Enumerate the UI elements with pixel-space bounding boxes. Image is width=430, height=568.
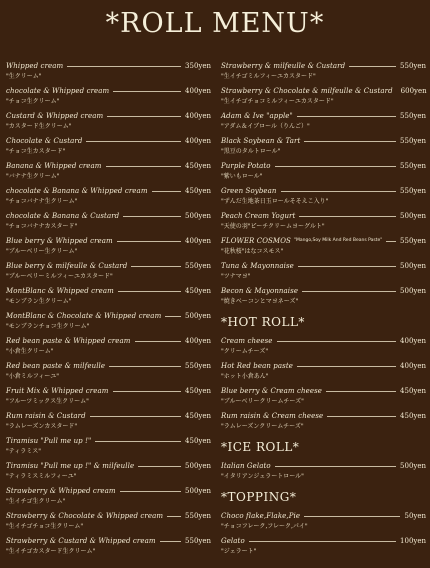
item-price: 550yen — [185, 362, 211, 370]
leader-line — [302, 291, 396, 292]
hot-roll-heading: *HOT ROLL* — [221, 315, 305, 329]
menu-item — [6, 185, 211, 210]
item-price: 400yen — [185, 112, 211, 120]
menu-item — [221, 160, 426, 185]
menu-item — [221, 110, 426, 135]
item-price: 400yen — [185, 87, 211, 95]
item-price: 400yen — [400, 362, 426, 370]
menu-item — [221, 260, 426, 285]
menu-item-row — [6, 260, 211, 272]
item-name: Becon & Mayonnaise — [221, 287, 299, 295]
menu-item — [221, 510, 426, 535]
item-japanese-name: "バナナ生クリーム" — [6, 173, 60, 180]
leader-line — [113, 391, 182, 392]
menu-item-row — [221, 185, 426, 197]
menu-item — [221, 535, 426, 560]
leader-line — [165, 316, 181, 317]
item-price: 450yen — [400, 412, 426, 420]
item-japanese-name: "アダム＆イブロール（りんご）" — [221, 123, 310, 130]
menu-item-row — [6, 310, 211, 322]
item-name: Tiramisu "Pull me up !" — [6, 437, 92, 445]
item-price: 50yen — [404, 512, 426, 520]
menu-item-row — [6, 535, 211, 547]
item-japanese-name: "ブルーベリー生クリーム" — [6, 248, 78, 255]
item-name: Tiramisu "Pull me up !" & milfeulle — [6, 462, 135, 470]
item-japanese-name: "焼きベーコンとマヨネーズ" — [221, 298, 299, 305]
item-name: Banana & Whipped cream — [6, 162, 102, 170]
item-japanese-name: "ラムレーズンクリームチーズ" — [221, 423, 304, 430]
item-price: 450yen — [185, 387, 211, 395]
menu-item — [6, 160, 211, 185]
leader-line — [152, 191, 181, 192]
menu-title: *ROLL MENU* — [105, 8, 325, 39]
item-name: Fruit Mix & Whipped cream — [6, 387, 109, 395]
menu-item-row — [221, 60, 426, 72]
menu-item-row — [221, 360, 426, 372]
leader-line — [138, 466, 181, 467]
menu-item-row — [6, 85, 211, 97]
menu-item — [6, 485, 211, 510]
menu-item — [6, 110, 211, 135]
item-japanese-name: "フルーツミックス生クリーム" — [6, 398, 89, 405]
menu-item — [6, 510, 211, 535]
menu-item — [221, 335, 426, 360]
item-price: 500yen — [185, 212, 211, 220]
item-price: 500yen — [400, 262, 426, 270]
item-japanese-name: "モンブラン生クリーム" — [6, 298, 72, 305]
menu-item — [6, 285, 211, 310]
item-price: 550yen — [400, 237, 426, 245]
item-price: 350yen — [185, 62, 211, 70]
item-name: MontBlanc & Chocolate & Whipped cream — [6, 312, 162, 320]
menu-item-row — [6, 185, 211, 197]
menu-item-row — [6, 435, 211, 447]
menu-item — [221, 460, 426, 485]
item-price: 500yen — [400, 287, 426, 295]
menu-item — [6, 260, 211, 285]
leader-line — [299, 216, 396, 217]
menu-item — [6, 535, 211, 560]
item-price: 450yen — [185, 187, 211, 195]
item-price: 550yen — [400, 187, 426, 195]
item-name: Green Soybean — [221, 187, 277, 195]
menu-item-row — [221, 410, 426, 422]
item-price: 450yen — [185, 412, 211, 420]
menu-item — [6, 85, 211, 110]
menu-item-row — [6, 285, 211, 297]
item-name: Italian Gelato — [221, 462, 271, 470]
leader-line — [135, 341, 182, 342]
item-japanese-name: "ホット小倉あん" — [221, 373, 269, 380]
menu-item-row — [221, 110, 426, 122]
menu-item-row — [6, 110, 211, 122]
menu-item-row — [221, 335, 426, 347]
leader-line — [326, 391, 396, 392]
menu-item-row — [6, 335, 211, 347]
item-price: 600yen — [400, 87, 427, 95]
leader-line — [386, 241, 396, 242]
item-japanese-name: "ブルーベリーミルフィーユカスタード" — [6, 273, 113, 280]
item-japanese-name: "チョコフレーク,フレーク,パイ" — [221, 523, 308, 530]
item-price: 400yen — [185, 137, 211, 145]
leader-line — [349, 66, 396, 67]
item-price: 450yen — [400, 387, 426, 395]
item-price: 400yen — [400, 337, 426, 345]
menu-item-row — [6, 135, 211, 147]
item-price: 550yen — [400, 112, 426, 120]
item-name: Tuna & Mayonnaise — [221, 262, 294, 270]
leader-line — [90, 416, 181, 417]
item-price: 450yen — [185, 437, 211, 445]
leader-line — [327, 416, 396, 417]
menu-item-row — [6, 60, 211, 72]
topping-heading: *TOPPING* — [221, 490, 297, 504]
menu-item-row — [6, 360, 211, 372]
leader-line — [113, 91, 181, 92]
right-column — [221, 60, 426, 560]
menu-item — [6, 235, 211, 260]
leader-line — [95, 441, 181, 442]
menu-item — [221, 60, 426, 85]
item-name: Blue berry & Whipped cream — [6, 237, 113, 245]
item-price: 500yen — [400, 212, 426, 220]
item-name: Gelato — [221, 537, 245, 545]
item-name: Whipped cream — [6, 62, 64, 70]
menu-item — [221, 235, 426, 260]
leader-line — [120, 491, 181, 492]
menu-item-row — [221, 460, 426, 472]
left-column — [6, 60, 211, 560]
item-name: chocolate & Banana & Whipped cream — [6, 187, 148, 195]
item-japanese-name: "小倉生クリーム" — [6, 348, 54, 355]
menu-item — [221, 135, 426, 160]
menu-item — [6, 360, 211, 385]
leader-line — [107, 116, 181, 117]
item-name: FLOWER COSMOS — [221, 237, 291, 245]
item-japanese-name: "生イチゴカスタード生クリーム" — [6, 548, 96, 555]
item-japanese-name: "クリームチーズ" — [221, 348, 269, 355]
item-name: Rum raisin & Custard — [6, 412, 86, 420]
leader-line — [106, 166, 181, 167]
menu-item-row — [6, 510, 211, 522]
item-name: Strawberry & Custard & Whipped cream — [6, 537, 156, 545]
leader-line — [118, 291, 181, 292]
menu-item — [6, 410, 211, 435]
item-price: 400yen — [185, 337, 211, 345]
ice-roll-heading: *ICE ROLL* — [221, 440, 300, 454]
item-name: Blue berry & milfeulle & Custard — [6, 262, 128, 270]
menu-item — [6, 135, 211, 160]
menu-item — [221, 185, 426, 210]
item-japanese-name: "ティラミスミルフィーユ" — [6, 473, 77, 480]
item-japanese-name: "チョコ生カスタード" — [6, 148, 66, 155]
leader-line — [304, 516, 400, 517]
item-name: Strawberry & Chocolate & Whipped cream — [6, 512, 164, 520]
item-price: 550yen — [400, 137, 426, 145]
leader-line — [160, 541, 181, 542]
item-price: 500yen — [185, 312, 211, 320]
item-name: chocolate & Whipped cream — [6, 87, 110, 95]
menu-item-row — [6, 460, 211, 472]
item-name: Strawberry & Chocolate & milfeulle & Custard — [221, 87, 393, 95]
menu-item — [6, 460, 211, 485]
item-name: Red bean paste & Whipped cream — [6, 337, 131, 345]
item-japanese-name: "ツナマヨ" — [221, 273, 251, 280]
menu-item-row — [221, 285, 426, 297]
leader-line — [298, 266, 396, 267]
item-japanese-name: "生イチゴチョコ生クリーム" — [6, 523, 84, 530]
item-price: 500yen — [185, 462, 211, 470]
menu-item-row — [221, 85, 426, 97]
item-name: Red bean paste & milfeulle — [6, 362, 106, 370]
leader-line — [123, 216, 181, 217]
menu-item — [221, 210, 426, 235]
leader-line — [277, 341, 397, 342]
leader-line — [275, 166, 396, 167]
leader-line — [297, 366, 396, 367]
leader-line — [109, 366, 181, 367]
item-japanese-name: "ラムレーズンカスタード" — [6, 423, 78, 430]
item-price: 500yen — [400, 462, 426, 470]
menu-item — [6, 335, 211, 360]
item-japanese-name: "生イチゴ生クリーム" — [6, 498, 66, 505]
leader-line — [167, 516, 181, 517]
item-japanese-name: "モンブランチョコ生クリーム" — [6, 323, 90, 330]
item-price: 550yen — [400, 162, 426, 170]
item-japanese-name: "花秋桜"はなコスモス" — [221, 248, 284, 255]
item-price: 550yen — [185, 262, 211, 270]
item-japanese-name: "ジェラート" — [221, 548, 257, 555]
item-japanese-name: "ティラミス" — [6, 448, 42, 455]
menu-item — [6, 210, 211, 235]
menu-item-row — [221, 210, 426, 222]
item-name: Adam & Ive "apple" — [221, 112, 293, 120]
menu-item-row — [6, 235, 211, 247]
item-name: Blue berry & Cream cheese — [221, 387, 323, 395]
item-name: Rum raisin & Cream cheese — [221, 412, 324, 420]
item-name: Peach Cream Yogurt — [221, 212, 296, 220]
menu-item-row — [221, 235, 426, 247]
menu-item-row — [221, 160, 426, 172]
leader-line — [281, 191, 397, 192]
leader-line — [86, 141, 181, 142]
leader-line — [117, 241, 181, 242]
item-japanese-name: "生イチゴミルフィーユカスタード" — [221, 73, 316, 80]
item-japanese-name: "チョコバナナカスタード" — [6, 223, 78, 230]
item-japanese-name: "紫いもロール" — [221, 173, 263, 180]
menu-item — [221, 410, 426, 435]
item-price: 550yen — [400, 62, 426, 70]
item-japanese-name: "チョコ生クリーム" — [6, 98, 60, 105]
item-japanese-name: "生クリーム" — [6, 73, 42, 80]
item-price: 400yen — [185, 237, 211, 245]
item-name: Purple Potato — [221, 162, 271, 170]
menu-item — [6, 60, 211, 85]
menu-item-row — [221, 260, 426, 272]
menu-item-row — [221, 385, 426, 397]
menu-item — [221, 360, 426, 385]
leader-line — [304, 141, 396, 142]
menu-item — [6, 385, 211, 410]
menu-item — [221, 385, 426, 410]
item-name: MontBlanc & Whipped cream — [6, 287, 114, 295]
item-price: 100yen — [400, 537, 426, 545]
item-japanese-name: "天使の羽"ピーチクリームヨーグルト" — [221, 223, 325, 230]
item-name: Choco flake,Flake,Pie — [221, 512, 301, 520]
menu-item-row — [6, 485, 211, 497]
item-japanese-name: "ブルーベリークリームチーズ" — [221, 398, 304, 405]
leader-line — [275, 466, 396, 467]
menu-item-row — [221, 535, 426, 547]
menu-item-row — [6, 385, 211, 397]
item-name: Strawberry & milfeulle & Custard — [221, 62, 346, 70]
menu-item-row — [6, 410, 211, 422]
item-price: 450yen — [185, 287, 211, 295]
menu-item-row — [221, 135, 426, 147]
menu-item — [6, 435, 211, 460]
item-japanese-name: "カスタード生クリーム" — [6, 123, 72, 130]
leader-line — [131, 266, 181, 267]
item-price: 550yen — [185, 512, 211, 520]
item-name: Custard & Whipped cream — [6, 112, 104, 120]
item-price: 550yen — [185, 537, 211, 545]
item-note: "Mango,Soy Milk And Red Beans Paste" — [293, 238, 383, 243]
item-price: 450yen — [185, 162, 211, 170]
menu-item-row — [6, 210, 211, 222]
item-name: Black Soybean & Tart — [221, 137, 301, 145]
menu-item-row — [6, 160, 211, 172]
menu-item — [221, 285, 426, 310]
item-japanese-name: "チョコバナナ生クリーム" — [6, 198, 78, 205]
item-name: Strawberry & Whipped cream — [6, 487, 116, 495]
item-name: Chocolate & Custard — [6, 137, 83, 145]
item-japanese-name: "小倉ミルフィーユ" — [6, 373, 60, 380]
item-japanese-name: "黒豆のタルトロール" — [221, 148, 281, 155]
item-name: Hot Red bean paste — [221, 362, 294, 370]
item-japanese-name: "ずんだ生地茶日玉ロールそそえこ入り" — [221, 198, 329, 205]
item-price: 500yen — [185, 487, 211, 495]
leader-line — [249, 541, 396, 542]
item-japanese-name: "生イチゴチョコミルフィーユカスタード" — [221, 98, 334, 105]
menu-item-row — [221, 510, 426, 522]
item-japanese-name: "イタリアンジェラートロール" — [221, 473, 304, 480]
menu-item — [221, 85, 426, 110]
leader-line — [297, 116, 396, 117]
item-name: Cream cheese — [221, 337, 273, 345]
item-name: chocolate & Banana & Custard — [6, 212, 120, 220]
menu-item — [6, 310, 211, 335]
leader-line — [67, 66, 181, 67]
